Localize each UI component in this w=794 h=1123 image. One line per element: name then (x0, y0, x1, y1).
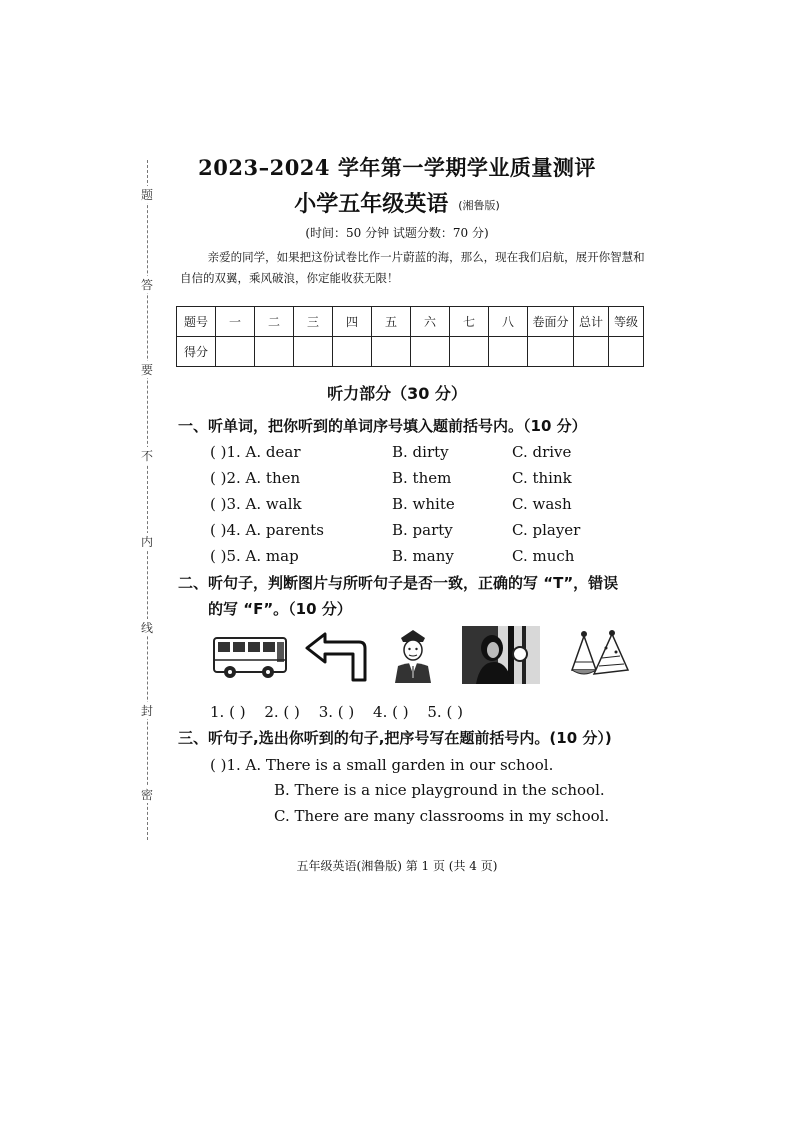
score-input-cell[interactable] (609, 337, 644, 367)
score-input-cell[interactable] (372, 337, 411, 367)
edition-label: (湘鲁版) (458, 199, 500, 212)
question-3-option-a[interactable]: ( )1. A. There is a small garden in our school. (210, 756, 554, 774)
answer-bracket[interactable]: 1. ( ) (210, 703, 246, 721)
answer-bracket[interactable]: 4. ( ) (373, 703, 409, 721)
answer-bracket[interactable]: 3. ( ) (318, 703, 355, 721)
option-c: C. player (512, 521, 581, 539)
binding-char: 题 (137, 186, 157, 203)
question-2-answers (210, 703, 477, 721)
table-cell: 卷面分 (528, 307, 574, 337)
question-3-title: 三、听句子,选出你听到的句子,把序号写在题前括号内。(10 分）) (178, 729, 612, 747)
list-item (0, 469, 794, 491)
option-b: B. many (392, 547, 454, 565)
question-3-option-b: B. There is a nice playground in the school. (274, 781, 605, 799)
score-input-cell[interactable] (216, 337, 255, 367)
binding-char: 线 (137, 619, 157, 636)
table-cell: 总计 (574, 307, 609, 337)
score-input-cell[interactable] (294, 337, 333, 367)
binding-char: 要 (137, 361, 157, 378)
list-item (0, 547, 794, 569)
binding-char: 不 (137, 447, 157, 464)
score-input-cell[interactable] (574, 337, 609, 367)
score-table-header-row (177, 307, 644, 337)
answer-bracket[interactable]: ( )5. A. map (210, 547, 299, 565)
binding-char: 内 (137, 533, 157, 550)
table-cell: 二 (255, 307, 294, 337)
answer-bracket[interactable]: ( )3. A. walk (210, 495, 302, 513)
score-input-cell[interactable] (528, 337, 574, 367)
question-3-option-c: C. There are many classrooms in my school. (274, 807, 610, 825)
turn-left-arrow-image (303, 626, 369, 684)
page-footer: 五年级英语(湘鲁版) 第 1 页 (共 4 页) (296, 859, 498, 873)
table-cell: 题号 (177, 307, 216, 337)
score-input-cell[interactable] (255, 337, 294, 367)
table-cell: 七 (450, 307, 489, 337)
party-hats-image (566, 626, 634, 684)
score-table (176, 306, 644, 367)
option-b: B. them (392, 469, 452, 487)
option-b: B. dirty (392, 443, 449, 461)
table-cell: 三 (294, 307, 333, 337)
list-item (0, 495, 794, 517)
question-2-title-line1: 二、听句子，判断图片与所听句子是否一致，正确的写 “T”，错误 (178, 574, 619, 592)
score-input-cell[interactable] (489, 337, 528, 367)
table-cell: 等级 (609, 307, 644, 337)
option-c: C. think (512, 469, 572, 487)
score-table-score-row (177, 337, 644, 367)
score-input-cell[interactable] (333, 337, 372, 367)
option-b: B. party (392, 521, 453, 539)
exam-subtitle (0, 187, 794, 218)
answer-bracket[interactable]: ( )4. A. parents (210, 521, 324, 539)
binding-char: 封 (137, 702, 157, 719)
question-2-title-line2: 的写 “F”。（10 分） (208, 600, 352, 618)
option-c: C. much (512, 547, 575, 565)
table-cell: 得分 (177, 337, 216, 367)
list-item (0, 443, 794, 465)
greeting-text: 亲爱的同学，如果把这份试卷比作一片蔚蓝的海，那么，现在我们启航，展开你智慧和自信的双翼，乘风破浪，你定能收获无限！ (180, 250, 645, 285)
table-cell: 六 (411, 307, 450, 337)
subject-title: 小学五年级英语 (294, 192, 449, 217)
exam-title: 2023–2024 学年第一学期学业质量测评 (198, 155, 596, 180)
binding-char: 密 (137, 786, 157, 803)
binding-char: 答 (137, 276, 157, 293)
table-cell: 四 (333, 307, 372, 337)
list-item (0, 521, 794, 543)
police-officer-image (392, 626, 434, 684)
option-b: B. white (392, 495, 455, 513)
table-cell: 五 (372, 307, 411, 337)
girl-at-window-image (462, 626, 540, 684)
table-cell: 八 (489, 307, 528, 337)
section-title: 听力部分（30 分） (327, 384, 467, 403)
bus-image (212, 626, 290, 684)
table-cell: 一 (216, 307, 255, 337)
option-c: C. drive (512, 443, 572, 461)
answer-bracket[interactable]: 5. ( ) (427, 703, 463, 721)
answer-bracket[interactable]: ( )2. A. then (210, 469, 301, 487)
score-input-cell[interactable] (450, 337, 489, 367)
answer-bracket[interactable]: ( )1. A. dear (210, 443, 301, 461)
option-c: C. wash (512, 495, 572, 513)
exam-info: (时间：50 分钟 试题分数：70 分) (305, 226, 489, 240)
answer-bracket[interactable]: 2. ( ) (264, 703, 300, 721)
score-input-cell[interactable] (411, 337, 450, 367)
question-1-title: 一、听单词，把你听到的单词序号填入题前括号内。（10 分） (178, 417, 587, 435)
